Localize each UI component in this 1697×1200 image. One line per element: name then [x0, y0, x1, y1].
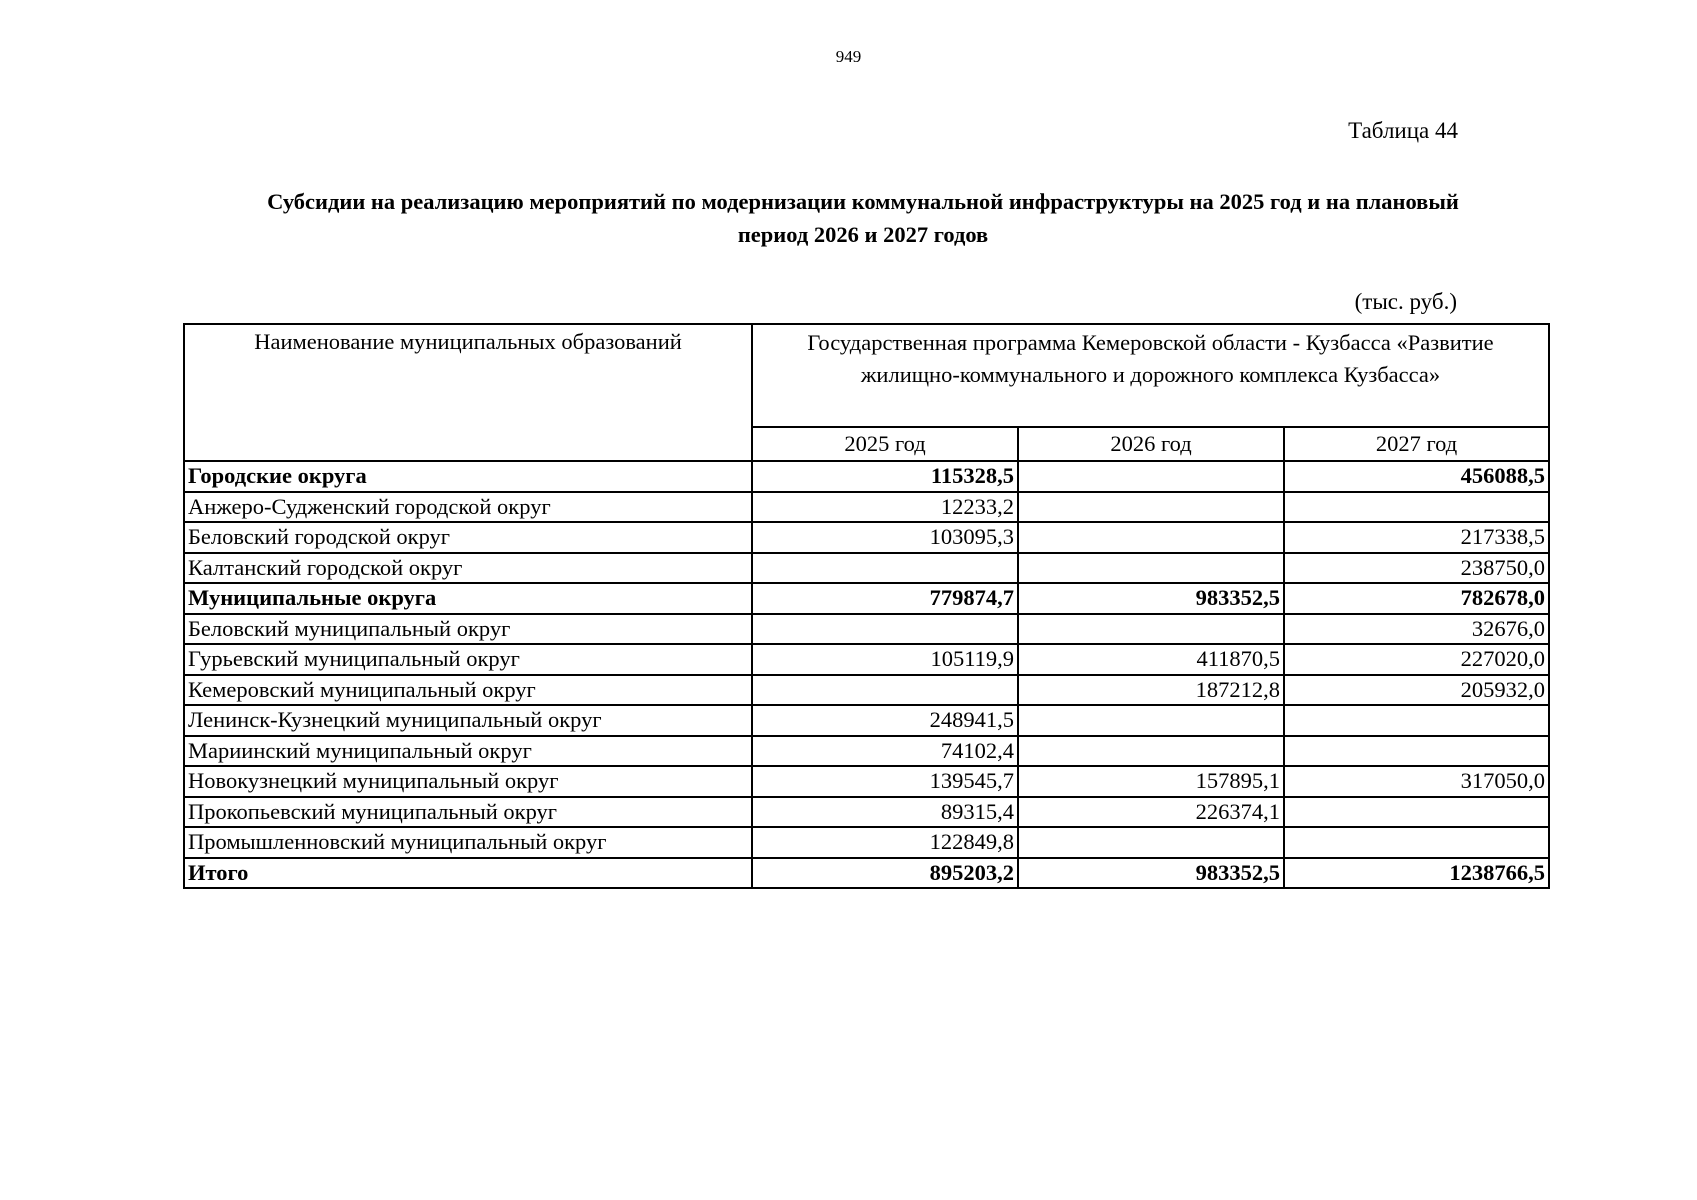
cell-2025: 115328,5 — [752, 461, 1018, 492]
cell-2026: 226374,1 — [1018, 797, 1284, 828]
header-year-2027: 2027 год — [1284, 427, 1549, 461]
cell-2025 — [752, 675, 1018, 706]
table-row — [184, 827, 1549, 858]
cell-2026: 983352,5 — [1018, 858, 1284, 889]
cell-name: Мариинский муниципальный округ — [184, 736, 752, 767]
cell-name: Ленинск-Кузнецкий муниципальный округ — [184, 705, 752, 736]
cell-name: Муниципальные округа — [184, 583, 752, 614]
cell-2027 — [1284, 797, 1549, 828]
cell-name: Калтанский городской округ — [184, 553, 752, 584]
cell-2026: 411870,5 — [1018, 644, 1284, 675]
units-label: (тыс. руб.) — [1354, 289, 1457, 314]
cell-2027: 32676,0 — [1284, 614, 1549, 645]
table-row — [184, 797, 1549, 828]
cell-2025: 12233,2 — [752, 492, 1018, 523]
header-year-2026: 2026 год — [1018, 427, 1284, 461]
cell-2027 — [1284, 705, 1549, 736]
cell-2027: 205932,0 — [1284, 675, 1549, 706]
cell-2026 — [1018, 553, 1284, 584]
cell-2026 — [1018, 827, 1284, 858]
table-row — [184, 553, 1549, 584]
cell-2025 — [752, 614, 1018, 645]
cell-2026 — [1018, 736, 1284, 767]
cell-2026 — [1018, 461, 1284, 492]
cell-2027: 782678,0 — [1284, 583, 1549, 614]
table-label: Таблица 44 — [1348, 118, 1458, 143]
cell-name: Итого — [184, 858, 752, 889]
cell-name: Анжеро-Судженский городской округ — [184, 492, 752, 523]
cell-2026: 157895,1 — [1018, 766, 1284, 797]
cell-2027: 217338,5 — [1284, 522, 1549, 553]
table-row — [184, 705, 1549, 736]
cell-2025 — [752, 553, 1018, 584]
cell-2026 — [1018, 614, 1284, 645]
cell-name: Беловский городской округ — [184, 522, 752, 553]
cell-2025: 248941,5 — [752, 705, 1018, 736]
cell-2025: 103095,3 — [752, 522, 1018, 553]
cell-2027 — [1284, 736, 1549, 767]
cell-2025: 105119,9 — [752, 644, 1018, 675]
cell-name: Кемеровский муниципальный округ — [184, 675, 752, 706]
table-row — [184, 614, 1549, 645]
cell-2025: 89315,4 — [752, 797, 1018, 828]
cell-2027: 1238766,5 — [1284, 858, 1549, 889]
cell-2027: 238750,0 — [1284, 553, 1549, 584]
cell-2027: 317050,0 — [1284, 766, 1549, 797]
table-row-subtotal — [184, 858, 1549, 889]
header-program-line-2: жилищно-коммунального и дорожного комплекса Кузбасса» — [860, 362, 1441, 387]
table-row — [184, 492, 1549, 523]
cell-2025: 895203,2 — [752, 858, 1018, 889]
title-line-2: период 2026 и 2027 годов — [737, 222, 989, 247]
cell-name: Беловский муниципальный округ — [184, 614, 752, 645]
header-program-line-1: Государственная программа Кемеровской области - Кузбасса «Развитие — [807, 330, 1494, 355]
cell-2026 — [1018, 522, 1284, 553]
table-row-subtotal — [184, 461, 1549, 492]
cell-name: Городские округа — [184, 461, 752, 492]
table-row-subtotal — [184, 583, 1549, 614]
cell-2027: 456088,5 — [1284, 461, 1549, 492]
cell-2027 — [1284, 492, 1549, 523]
cell-2025: 122849,8 — [752, 827, 1018, 858]
table-row — [184, 736, 1549, 767]
table-row — [184, 522, 1549, 553]
document-title — [178, 185, 1548, 251]
cell-2027 — [1284, 827, 1549, 858]
subsidies-table — [183, 323, 1550, 889]
header-name-column: Наименование муниципальных образований — [184, 324, 752, 461]
table-row — [184, 675, 1549, 706]
cell-name: Гурьевский муниципальный округ — [184, 644, 752, 675]
cell-2026 — [1018, 705, 1284, 736]
header-program — [752, 324, 1549, 427]
title-line-1: Субсидии на реализацию мероприятий по модернизации коммунальной инфраструктуры на 2025 год и на плановый — [267, 189, 1459, 214]
cell-name: Прокопьевский муниципальный округ — [184, 797, 752, 828]
cell-name: Промышленновский муниципальный округ — [184, 827, 752, 858]
cell-2026 — [1018, 492, 1284, 523]
table-body — [184, 461, 1549, 888]
table-header — [184, 324, 1549, 461]
cell-2026: 983352,5 — [1018, 583, 1284, 614]
page-number: 949 — [835, 47, 862, 66]
table-row — [184, 766, 1549, 797]
cell-2025: 779874,7 — [752, 583, 1018, 614]
cell-2025: 74102,4 — [752, 736, 1018, 767]
cell-2027: 227020,0 — [1284, 644, 1549, 675]
table-row — [184, 644, 1549, 675]
cell-name: Новокузнецкий муниципальный округ — [184, 766, 752, 797]
header-year-2025: 2025 год — [752, 427, 1018, 461]
cell-2026: 187212,8 — [1018, 675, 1284, 706]
cell-2025: 139545,7 — [752, 766, 1018, 797]
